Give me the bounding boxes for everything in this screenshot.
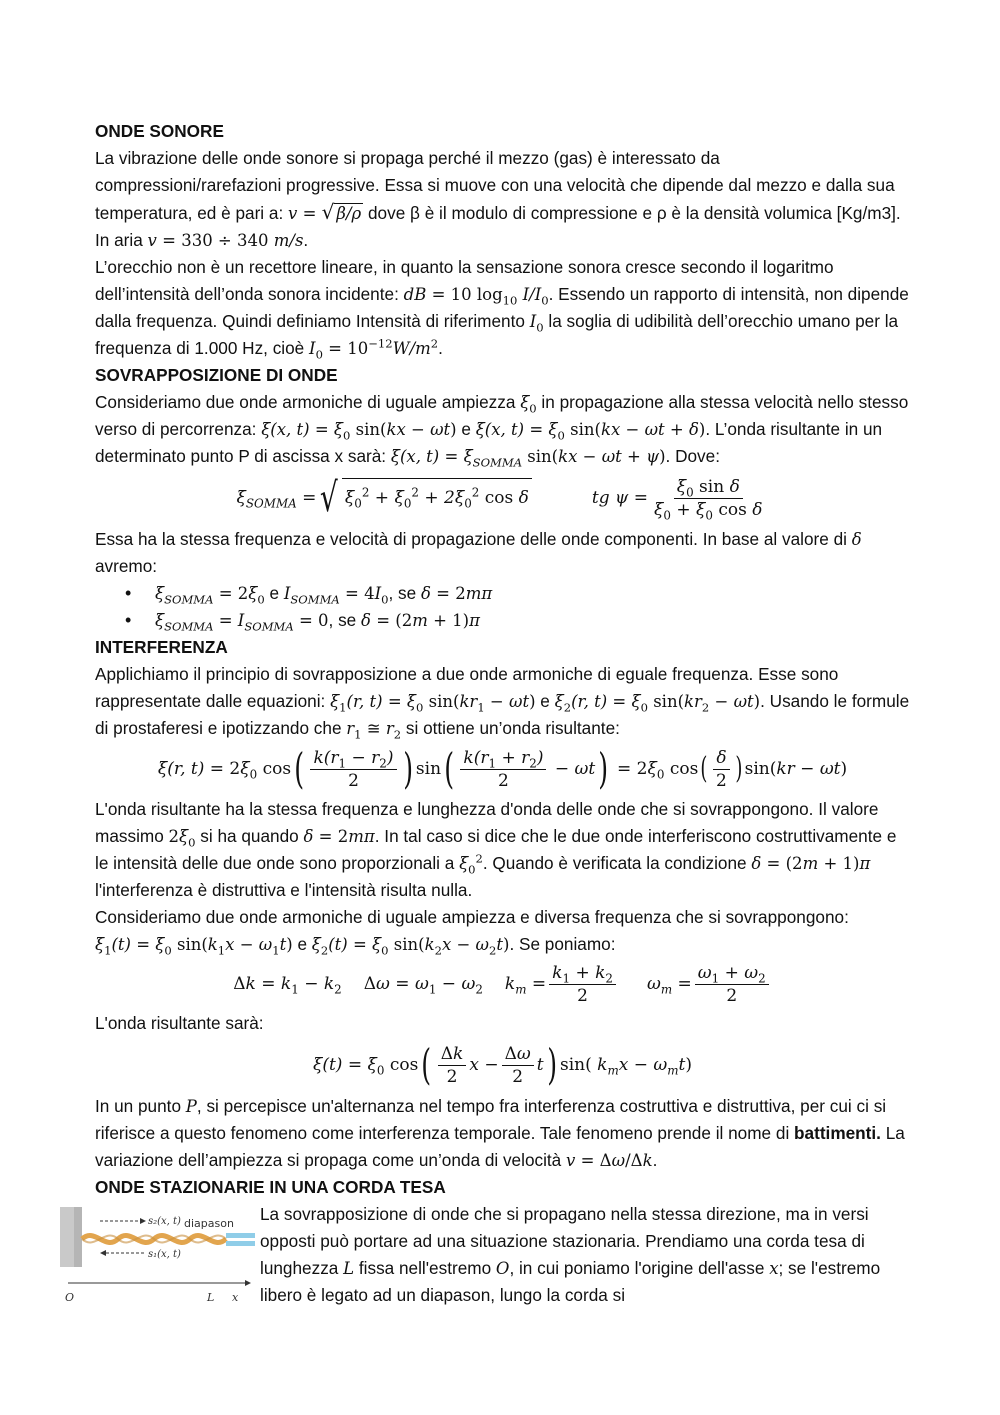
diapason-prong [226, 1233, 255, 1238]
equation-xi-somma: $\xi_{SOMMA}$ = √ $\xi_0^2 + \xi_0^2 + 2\xi_0^2$ cos δ tg ψ = $\frac{\xi_0 \sin \delta}{\xi_0 + \xi_0 \cos \delta}$ [236, 475, 763, 522]
paragraph: Consideriamo due onde armoniche di uguale ampiezza e diversa frequenza che si sovrappongono: $\xi_1(t) = \xi_0$ $\sin(k_1x - \omega_1t)$ e $\xi_2(t) = \xi_0$ $\sin(k_2x - \omega_2t)$. Se poniamo: [95, 907, 849, 958]
equation-beats: $\xi(t) = \xi_0$ cos ( $\frac{\Delta k}{2}$ x − $\frac{\Delta\omega}{2}$ t ) sin( $k_mx - \omega_mt$) [312, 1040, 693, 1089]
section-title-sovrapposizione: SOVRAPPOSIZIONE DI ONDE [95, 365, 338, 385]
wall [60, 1207, 74, 1267]
standing-wave-figure [60, 1207, 250, 1307]
paragraph: In un punto P, si percepisce un'alternanza nel tempo fra interferenza costruttiva e distruttiva, per cui ci si riferisce a questo fenomeno come interferenza temporale. Tale fenomeno prende il nome di battimenti. La variazione dell’ampiezza si propaga come un’onda di velocità v = Δω/Δk. [95, 1096, 905, 1170]
label-s1: s₁(x, t) [148, 1249, 181, 1260]
paragraph: Consideriamo due onde armoniche di uguale ampiezza $\xi_0$ in propagazione alla stessa velocità nello stesso verso di percorrenza: ξ(x, $t) = \xi_0$ sin(kx − ωt) e ξ(x, $t) = \xi_0$ sin(kx − ωt + δ). L’onda risultante in un determinato punto P di ascissa x sarà: ξ(x, $t) = \xi_{SOMMA}$ sin(kx − ωt + ψ). Dove: [95, 392, 909, 470]
section-title-interferenza: INTERFERENZA [95, 637, 228, 657]
condition-list [95, 580, 910, 634]
string-diapason-diagram [60, 1207, 255, 1307]
label-s2: s₂(x, t) [148, 1216, 181, 1227]
figure-row [65, 1201, 910, 1309]
document-body [65, 118, 910, 1309]
label-diapason: diapason [184, 1217, 234, 1230]
paragraph: L’orecchio non è un recettore lineare, in quanto la sensazione sonora cresce secondo il logaritmo dell’intensità dell’onda sonora incidente: dB = 10 $\log_{10} I/I_0$. Essendo un rapporto di intensità, non dipende dalla frequenza. Quindi definiamo Intensità di riferimento $I_0$ la soglia di udibilità dell’orecchio umano per la frequenza di 1.000 Hz, cioè $I_0 = 10^{-12}W/m^2$. [95, 257, 909, 362]
section-title-onde-stazionarie: ONDE STAZIONARIE IN UNA CORDA TESA [95, 1177, 446, 1197]
label-x: x [232, 1291, 239, 1304]
equation-definitions: $\Delta k = k_1 - k_2$ $\Delta\omega = \omega_1 - \omega_2$ $k_m$ = $\frac{k_1 + k_2}{2}$ $\omega_m$ = $\frac{\omega_1 + \omega_2}{2}$ [95, 958, 910, 1010]
label-L: L [207, 1291, 215, 1304]
paragraph: L'onda risultante ha la stessa frequenza e lunghezza d'onda delle onde che si sovrappongono. Il valore massimo $2\xi_0$ si ha quando δ = 2mπ. In tal caso si dice che le due onde interferiscono costruttivamente e le intensità delle due onde sono proporzionali a $\xi_0^2$. Quando è verificata la condizione δ = (2m + 1)π l'interferenza è distruttiva e l'intensità risulta nulla. [95, 799, 897, 900]
paragraph: La sovrapposizione di onde che si propagano nella stessa direzione, ma in versi opposti può portare ad una situazione stazionaria. Prendiamo una corda tesa di lunghezza L fissa nell'estremo O, in cui poniamo l'origine dell'asse x; se l'estremo libero è legato ad un diapason, lungo la corda si [260, 1204, 881, 1305]
label-origin: O [65, 1291, 75, 1304]
list-item: • $\xi_{SOMMA} = I_{SOMMA} = 0$, se δ = (2m + 1)π [155, 607, 910, 634]
paragraph: Applichiamo il principio di sovrapposizione a due onde armoniche di eguale frequenza. Esse sono rappresentate dalle equazioni: $\xi_1(r$, $t) = \xi_0$ $\sin(kr_1 - \omega t)$ e $\xi_2(r$, $t) = \xi_0$ $\sin(kr_2 - \omega t)$. Usando le formule di prostaferesi e ipotizzando che $r_1$ ≅ $r_2$ si ottiene un’onda risultante: [95, 664, 910, 742]
diapason-prong [226, 1241, 255, 1246]
paragraph: La vibrazione delle onde sonore si propaga perché il mezzo (gas) è interessato da compressioni/rarefazioni progressive. Essa si muove con una velocità che dipende dal mezzo e dalla sua temperatura, ed è pari a: v = √ β/ρ dove β è il modulo di compressione e ρ è la densità volumica [Kg/m3]. In aria v = 330 ÷ 340 m/s. [95, 148, 901, 250]
list-item: • $\xi_{SOMMA} = 2\xi_0$ e $I_{SOMMA} = 4I_0$, se δ = 2mπ [155, 580, 910, 607]
section-title-onde-sonore: ONDE SONORE [95, 121, 224, 141]
equation-interference: ξ(r, $t) = 2\xi_0$ cos ( $\frac{k(r_1 - r_2)}{2}$ ) sin ( $\frac{k(r_1 + r_2)}{2}$ − ωt ) = $2\xi_0$ cos ( $\frac{\delta}{2}$ ) sin(kr − ωt) [157, 744, 848, 793]
paragraph: L'onda risultante sarà: [95, 1013, 264, 1033]
paragraph: Essa ha la stessa frequenza e velocità di propagazione delle onde componenti. In base al valore di δ avremo: [95, 529, 862, 576]
